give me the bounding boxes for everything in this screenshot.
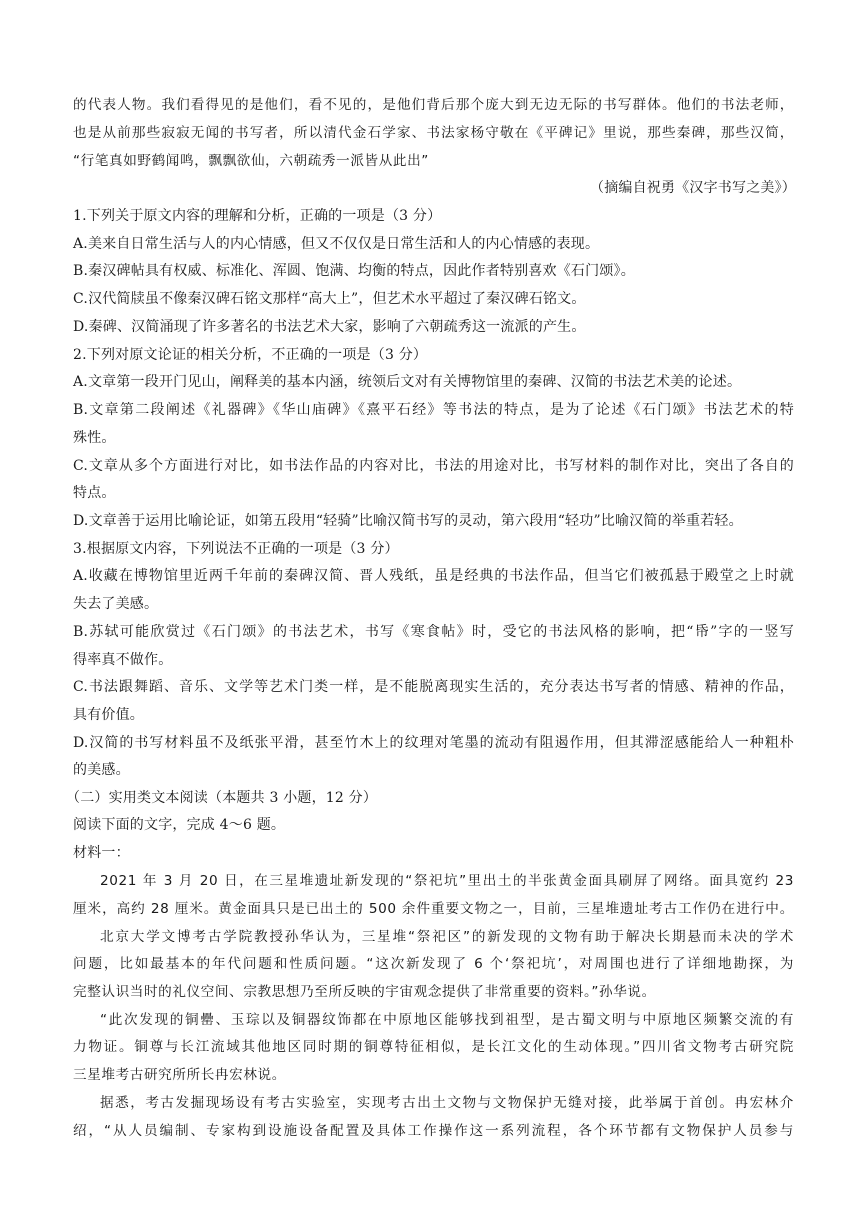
question-option: D.秦碑、汉简涌现了许多著名的书法艺术大家，影响了六朝疏秀这一流派的产生。: [73, 319, 586, 335]
passage-line: 也是从前那些寂寂无闻的书写者，所以清代金石学家、书法家杨守敬在《平碑记》里说，那些秦碑，那些汉简，: [73, 125, 794, 141]
material-line: 力物证。铜尊与长江流域其他地区同时期的铜尊特征相似，是长江文化的生动体现。”四川省文物考古研究院: [73, 1039, 794, 1055]
material-line: 2021 年 3 月 20 日，在三星堆遗址新发现的“祭祀坑”里出土的半张黄金面具刷屏了网络。面具宽约 23: [100, 873, 794, 889]
question-stem: 3.根据原文内容，下列说法不正确的一项是（3 分）: [73, 541, 399, 557]
question-option: C.文章从多个方面进行对比，如书法作品的内容对比，书法的用途对比，书写材料的制作对比，突出了各自的: [73, 458, 794, 474]
material-line: 据悉，考古发掘现场设有考古实验室，实现考古出土文物与文物保护无缝对接，此举属于首创。冉宏林介: [100, 1095, 794, 1111]
passage-line: 的代表人物。我们看得见的是他们，看不见的，是他们背后那个庞大到无边无际的书写群体。他们的书法老师，: [73, 97, 794, 113]
question-stem: 2.下列对原文论证的相关分析，不正确的一项是（3 分）: [73, 347, 428, 363]
question-stem: 1.下列关于原文内容的理解和分析，正确的一项是（3 分）: [73, 208, 442, 224]
question-option: A.美来自日常生活与人的内心情感，但又不仅仅是日常生活和人的内心情感的表现。: [73, 236, 600, 252]
question-option-continued: 失去了美感。: [73, 596, 159, 612]
question-option: D.文章善于运用比喻论证，如第五段用“轻骑”比喻汉简书写的灵动，第六段用“轻功”比喻汉简的举重若轻。: [73, 513, 743, 529]
material-line: 问题，比如最基本的年代问题和性质问题。“这次新发现了 6 个‘祭祀坑’，对周围也进行了详细地勘探，为: [73, 956, 794, 972]
question-option: C.书法跟舞蹈、音乐、文学等艺术门类一样，是不能脱离现实生活的，充分表达书写者的情感、精神的作品，: [73, 679, 794, 695]
source-citation: （摘编自祝勇《汉字书写之美》）: [590, 180, 796, 196]
question-option-continued: 具有价值。: [73, 707, 144, 723]
material-line: 绍，“从人员编制、专家构到设施设备配置及具体工作操作这一系列流程，各个环节都有文物保护人员参与: [73, 1123, 794, 1139]
section-heading: （二）实用类文本阅读（本题共 3 小题，12 分）: [66, 790, 378, 806]
question-option-continued: 得率真不做作。: [73, 652, 173, 668]
question-option-continued: 的美感。: [73, 762, 130, 778]
question-option-continued: 特点。: [73, 485, 116, 501]
instruction-text: 阅读下面的文字，完成 4～6 题。: [73, 817, 286, 833]
question-option: A.收藏在博物馆里近两千年前的秦碑汉简、晋人残纸，虽是经典的书法作品，但当它们被孤悬于殿堂之上时就: [73, 568, 794, 584]
question-option: D.汉简的书写材料虽不及纸张平滑，甚至竹木上的纹理对笔墨的流动有阻遏作用，但其滞涩感能给人一种粗朴: [73, 735, 794, 751]
question-option: A.文章第一段开门见山，阐释美的基本内涵，统领后文对有关博物馆里的秦碑、汉简的书法艺术美的论述。: [73, 374, 742, 390]
material-line: “此次发现的铜罍、玉琮以及铜器纹饰都在中原地区能够找到祖型，是古蜀文明与中原地区频繁交流的有: [100, 1012, 794, 1028]
question-option-continued: 殊性。: [73, 430, 116, 446]
material-label: 材料一：: [73, 845, 130, 861]
question-option: B.苏轼可能欣赏过《石门颂》的书法艺术，书写《寒食帖》时，受它的书法风格的影响，把“帋”字的一竖写: [73, 624, 794, 640]
passage-line: “行笔真如野鹤闻鸣，飘飘欲仙，六朝疏秀一派皆从此出”: [73, 153, 429, 169]
question-option: B.秦汉碑帖具有权威、标准化、浑圆、饱满、均衡的特点，因此作者特别喜欢《石门颂》。: [73, 263, 635, 279]
material-line: 北京大学文博考古学院教授孙华认为，三星堆“祭祀区”的新发现的文物有助于解决长期悬而未决的学术: [100, 929, 794, 945]
material-line: 三星堆考古研究所所长冉宏林说。: [73, 1067, 286, 1083]
material-line: 完整认识当时的礼仪空间、宗教思想乃至所反映的宇宙观念提供了非常重要的资料。”孙华说。: [73, 984, 656, 1000]
question-option: B.文章第二段阐述《礼器碑》《华山庙碑》《熹平石经》等书法的特点，是为了论述《石门颂》书法艺术的特: [73, 402, 794, 418]
question-option: C.汉代简牍虽不像秦汉碑石铭文那样“高大上”，但艺术水平超过了秦汉碑石铭文。: [73, 291, 586, 307]
material-line: 厘米，高约 28 厘米。黄金面具只是已出土的 500 余件重要文物之一，目前，三星堆遗址考古工作仍在进行中。: [73, 901, 794, 917]
